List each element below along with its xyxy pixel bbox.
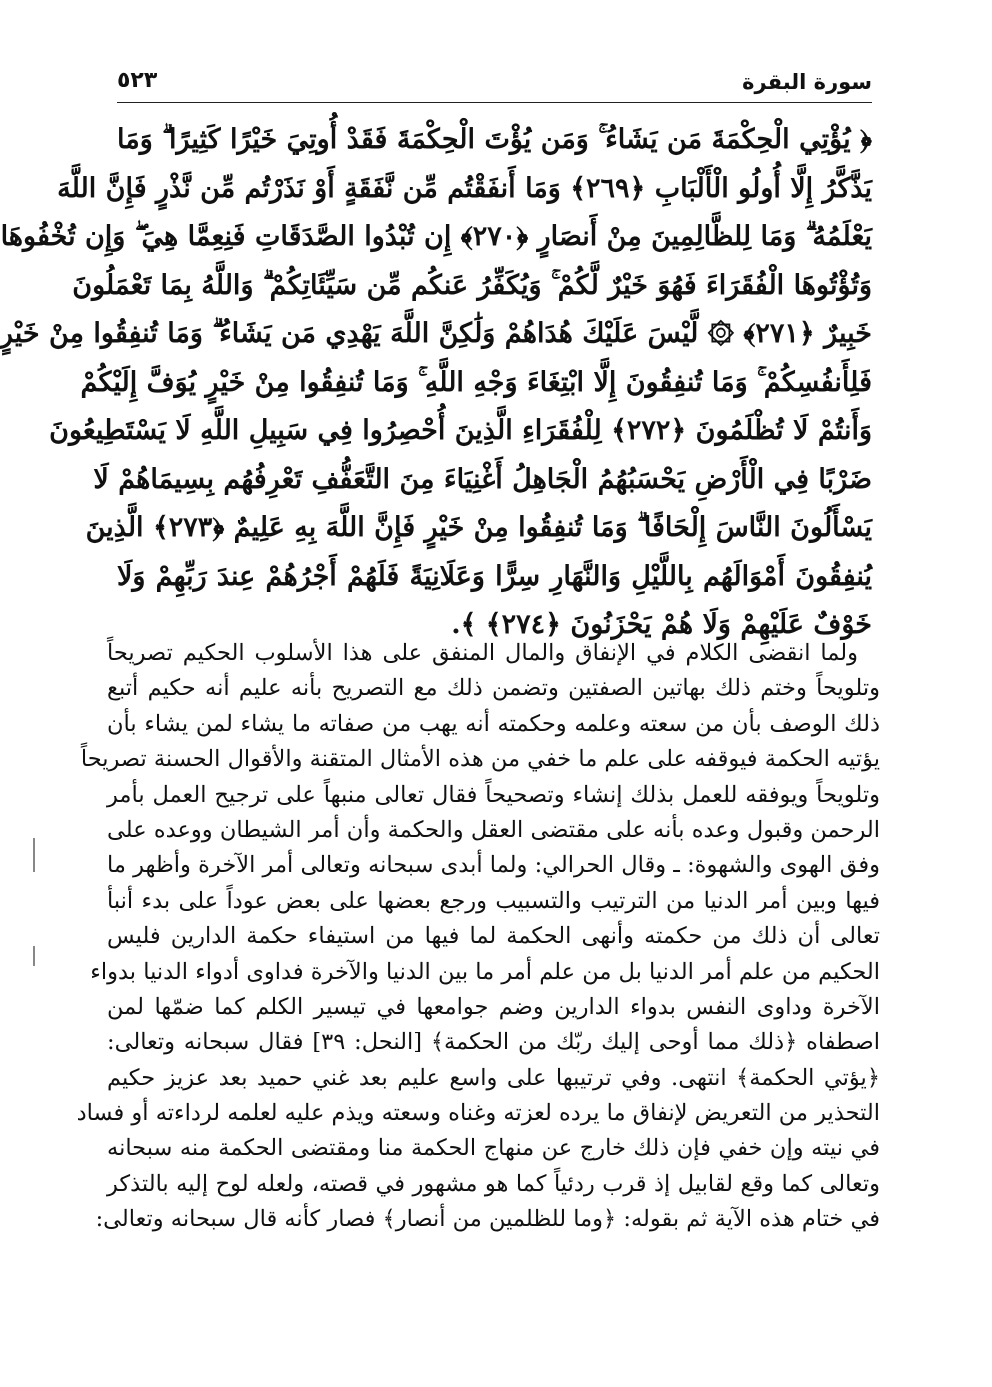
quran-line: يَذَّكَّرُ إِلَّا أُولُو الْأَلْبَابِ ﴿٢٦٩﴾ وَمَا أَنفَقْتُم مِّن نَّفَقَةٍ أَوْ نَذَرْتُم مِّن نَّذْرٍ فَإِنَّ اللَّهَ xyxy=(57,172,872,204)
commentary-line: وتلويحاً وختم ذلك بهاتين الصفتين وتضمن ذلك مع التصريح بأنه عليم أنه حكيم أتبع xyxy=(107,675,880,702)
commentary-line: الحكيم من علم أمر الدنيا بل من علم أمر ما بين الدنيا والآخرة فداوى أدواء الدنيا بدواء xyxy=(90,958,880,985)
quran-verses xyxy=(0,116,872,650)
scan-margin-mark xyxy=(33,946,35,966)
commentary-line: وتلويحاً ويوفقه للعمل بذلك إنشاء وتصحيحاً فقال تعالى منبهاً على ترجيح العمل بأمر xyxy=(107,781,880,808)
page-number: ٥٢٣ xyxy=(117,68,158,93)
commentary-text xyxy=(76,636,880,1238)
scan-margin-mark xyxy=(33,838,35,872)
quran-line: وَتُؤْتُوهَا الْفُقَرَاءَ فَهُوَ خَيْرٌ لَّكُمْ ۚ وَيُكَفِّرُ عَنكُم مِّن سَيِّئَاتِكُمْ ۗ وَاللَّهُ بِمَا تَعْمَلُونَ xyxy=(72,269,872,301)
commentary-line: تعالى أن ذلك من حكمته وأنهى الحكمة لما فيها من استيفاء حكمة الدارين فليس xyxy=(107,923,880,950)
page-header xyxy=(117,64,872,103)
quran-line: فَلِأَنفُسِكُمْ ۚ وَمَا تُنفِقُونَ إِلَّا ابْتِغَاءَ وَجْهِ اللَّهِ ۚ وَمَا تُنفِقُوا مِنْ خَيْرٍ يُوَفَّ إِلَيْكُمْ xyxy=(80,366,872,398)
commentary-line: الرحمن وقبول وعده بأنه على مقتضى العقل والحكمة وأن أمر الشيطان ووعده على xyxy=(107,816,880,843)
quran-line: خَوْفٌ عَلَيْهِمْ وَلَا هُمْ يَحْزَنُونَ ﴿٢٧٤﴾ ﴾. xyxy=(451,609,872,640)
quran-line: ضَرْبًا فِي الْأَرْضِ يَحْسَبُهُمُ الْجَاهِلُ أَغْنِيَاءَ مِنَ التَّعَفُّفِ تَعْرِفُهُم بِسِيمَاهُمْ لَا xyxy=(93,463,872,495)
quran-line: يُنفِقُونَ أَمْوَالَهُم بِاللَّيْلِ وَالنَّهَارِ سِرًّا وَعَلَانِيَةً فَلَهُمْ أَجْرُهُمْ عِندَ رَبِّهِمْ وَلَا xyxy=(117,560,872,592)
surah-title: سورة البقرة xyxy=(742,70,872,94)
quran-line: يَعْلَمُهُ ۗ وَمَا لِلظَّالِمِينَ مِنْ أَنصَارٍ ﴿٢٧٠﴾ إِن تُبْدُوا الصَّدَقَاتِ فَنِعِمَّا هِيَ ۖ وَإِن تُخْفُوهَا xyxy=(0,221,872,252)
commentary-line: ذلك الوصف بأن من سعته وعلمه وحكمته أنه يهب من صفاته ما يشاء لمن يشاء بأن xyxy=(107,710,880,737)
commentary-line: وتعالى كما وقع لقابيل إذ قرب ردئياً كما هو مشهور في قصته، ولعله لوح إليه بالتذكر xyxy=(107,1170,880,1197)
quran-line: وَأَنتُمْ لَا تُظْلَمُونَ ﴿٢٧٢﴾ لِلْفُقَرَاءِ الَّذِينَ أُحْصِرُوا فِي سَبِيلِ اللَّهِ لَا يَسْتَطِيعُونَ xyxy=(49,415,872,446)
commentary-line: ولما انقضى الكلام في الإنفاق والمال المنفق على هذا الأسلوب الحكيم تصريحاً xyxy=(107,640,858,666)
commentary-line: ﴿يؤتي الحكمة﴾ انتهى. وفي ترتيبها على واسع عليم بعد غني حميد بعد عزيز حكيم xyxy=(107,1064,880,1091)
commentary-line: التحذير من التعريض لإنفاق ما يرده لعزته وغناه وسعته ويذم عليه لعلمه لرداءته أو فساد xyxy=(76,1100,880,1127)
commentary-line: في ختام هذه الآية ثم بقوله: ﴿وما للظلمين من أنصار﴾ فصار كأنه قال سبحانه وتعالى: xyxy=(95,1206,880,1233)
quran-line: خَبِيرٌ ﴿٢٧١﴾ ۞ لَّيْسَ عَلَيْكَ هُدَاهُمْ وَلَٰكِنَّ اللَّهَ يَهْدِي مَن يَشَاءُ ۗ وَمَا تُنفِقُوا مِنْ خَيْرٍ xyxy=(0,318,872,349)
commentary-line: فيها وبين أمر الدنيا من الترتيب والتسبيب ورجع بعضها على بعض عوداً على بدء أنبأ xyxy=(107,887,880,914)
commentary-line: يؤتيه الحكمة فيوقفه على علم ما خفي من هذه الأمثال المتقنة والأقوال الحسنة تصريحاً xyxy=(80,746,880,773)
quran-line: ﴿ يُؤْتِي الْحِكْمَةَ مَن يَشَاءُ ۚ وَمَن يُؤْتَ الْحِكْمَةَ فَقَدْ أُوتِيَ خَيْرًا كَثِيرًا ۗ وَمَا xyxy=(117,124,872,155)
commentary-line: وفق الهوى والشهوة: ـ وقال الحرالي: ولما أبدى سبحانه وتعالى أمر الآخرة وأظهر ما xyxy=(107,852,880,879)
quran-line: يَسْأَلُونَ النَّاسَ إِلْحَافًا ۗ وَمَا تُنفِقُوا مِنْ خَيْرٍ فَإِنَّ اللَّهَ بِهِ عَلِيمٌ ﴿٢٧٣﴾ الَّذِينَ xyxy=(85,512,872,543)
commentary-line: اصطفاه ﴿ذلك مما أوحى إليك ربّك من الحكمة﴾ [النحل: ٣٩] فقال سبحانه وتعالى: xyxy=(107,1029,880,1056)
commentary-line: الآخرة وداوى النفس بدواء الدارين وضم جوامعها في تيسير الكلم كما ضمّها لمن xyxy=(107,993,880,1020)
commentary-line: في نيته وإن خفي فإن ذلك خارج عن منهاج الحكمة منا ومقتضى الحكمة منه سبحانه xyxy=(107,1135,880,1162)
